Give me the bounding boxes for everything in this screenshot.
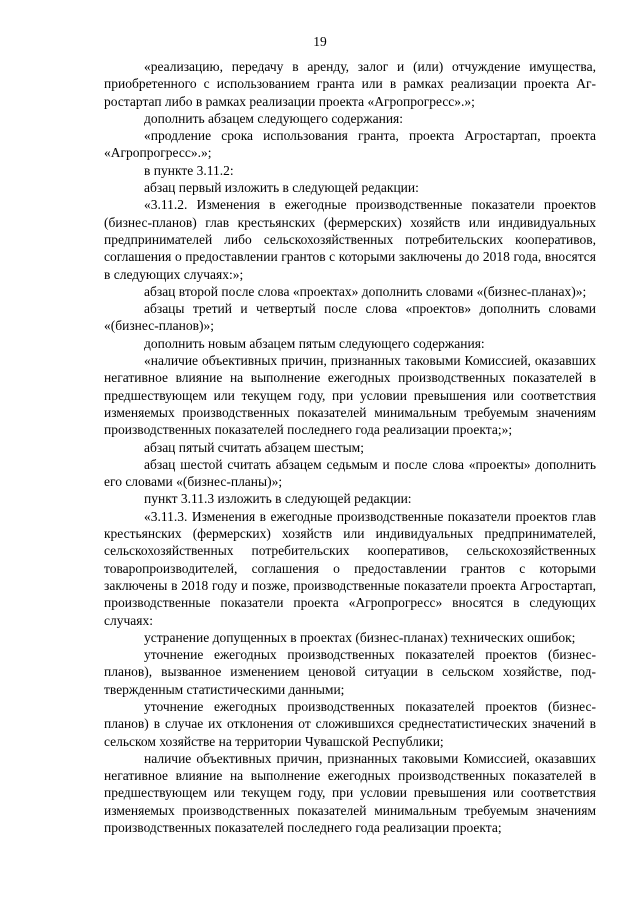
paragraph: абзацы третий и четвертый после слова «проектов» дополнить словами «(бизнес-планов)»;: [104, 301, 596, 334]
paragraph: уточнение ежегодных производственных показателей проектов (бизнес-планов) в случае их отклонения от сложившихся среднестатистических значений в сельском хозяйстве на территории Чувашской Республики;: [104, 698, 596, 749]
paragraph: «реализацию, передачу в аренду, залог и (или) отчуждение имущества, приобретенного с использованием гранта или в рамках реализации проекта Агростартап либо в рамках реализации проекта «Агропрогресс».»;: [104, 59, 596, 109]
paragraph: «наличие объективных причин, признанных таковыми Комиссией, оказавших негативное влияние на выполнение ежегодных производственных показателей в предшествующем или текущем году, при условии превышения или соответствия изменяемых производственных показателей минимальным требуемым значениям производственных показателей последнего года реализации проекта;»;: [104, 353, 596, 438]
paragraph: дополнить абзацем следующего содержания:: [144, 110, 404, 126]
paragraph: «продление срока использования гранта, проекта Агростартап, проекта «Агропрогресс».»;: [104, 128, 596, 161]
page-number: 19: [313, 34, 327, 49]
paragraph: пункт 3.11.3 изложить в следующей редакции:: [144, 491, 412, 507]
paragraph: наличие объективных причин, признанных таковыми Комиссией, оказавших негативное влияние на выполнение ежегодных производственных показателей в предшествующем или текущем году, при условии превышения или соответствия изменяемых производственных показателей минимальным требуемым значениям производственных показателей последнего года реализации проекта;: [104, 750, 596, 836]
document-body: [104, 58, 596, 836]
paragraph: устранение допущенных в проектах (бизнес-планах) технических ошибок;: [144, 629, 576, 645]
paragraph: дополнить новым абзацем пятым следующего содержания:: [144, 335, 485, 351]
paragraph: абзац шестой считать абзацем седьмым и после слова «проекты» дополнить его словами «(бизнес-планы)»;: [104, 456, 596, 490]
paragraph: «3.11.3. Изменения в ежегодные производственные показатели проектов глав крестьянских (фермерских) хозяйств или индивидуальных предпринимателей, сельскохозяйственных потребительских кооперативов, сельскохозяйственных товаропроизводителей, соглашения о предоставлении грантов с которыми заключены в 2018 году и позже, производственные показатели проекта Агростартап, производственные показатели проекта «Агропрогресс» вносятся в следующих случаях:: [104, 508, 596, 628]
paragraph: в пункте 3.11.2:: [144, 162, 234, 178]
paragraph: абзац первый изложить в следующей редакции:: [144, 180, 419, 196]
paragraph: абзац пятый считать абзацем шестым;: [144, 439, 364, 455]
paragraph: «3.11.2. Изменения в ежегодные производственные показатели проектов (бизнес-планов) глав крестьянских (фермерских) хозяйств или индивидуальных предпринимателей либо сельскохозяйственных потребительских кооперативов, соглашения о предоставлении грантов с которыми заключены до 2018 года, вносятся в следующих случаях:»;: [104, 197, 596, 282]
paragraph: абзац второй после слова «проектах» дополнить словами «(бизнес-планах)»;: [144, 283, 587, 299]
paragraph: уточнение ежегодных производственных показателей проектов (бизнес-планов), вызванное изменением ценовой ситуации в сельском хозяйстве, подтвержденным статистическими данными;: [104, 647, 596, 697]
